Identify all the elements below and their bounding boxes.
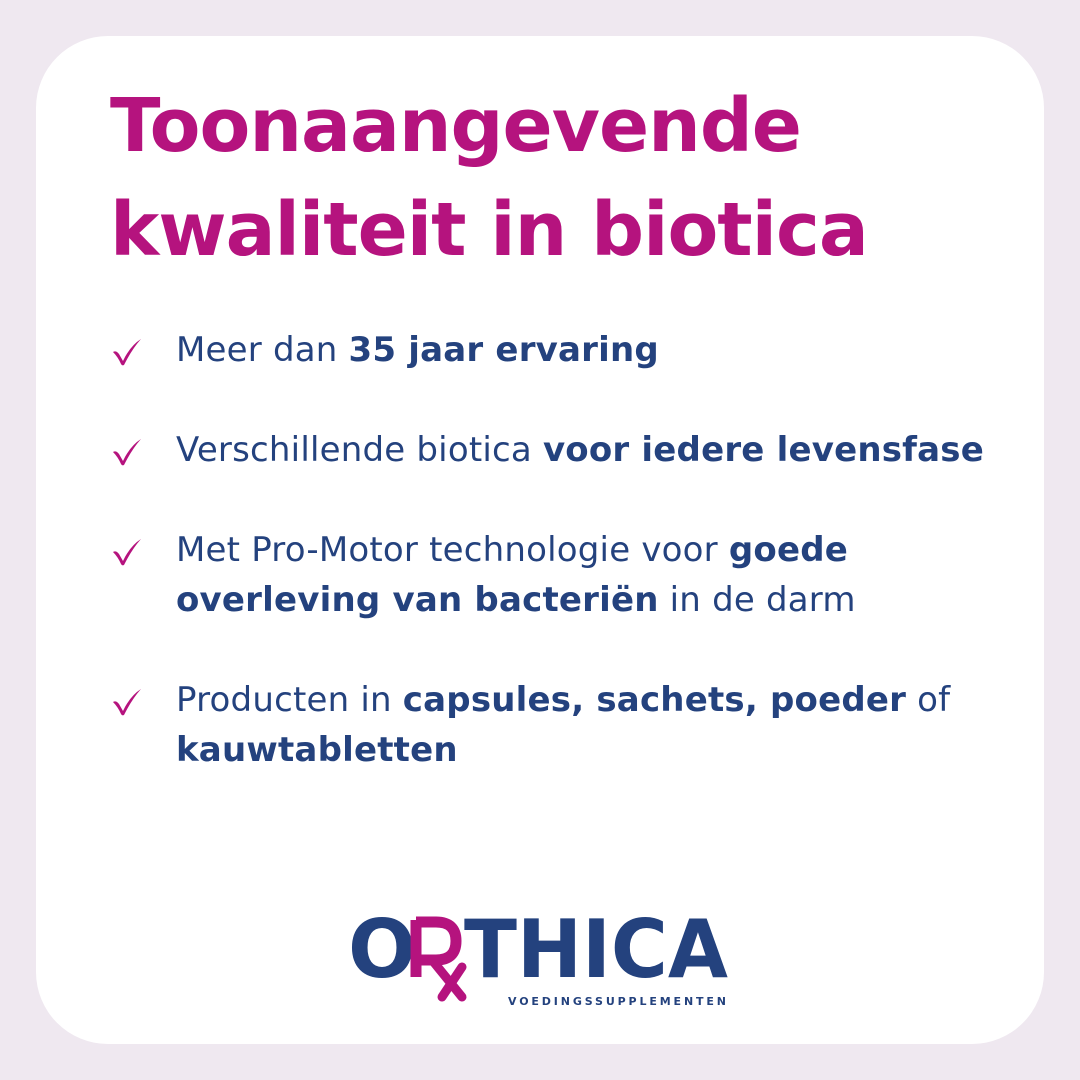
svg-text:THICA: THICA <box>464 905 729 996</box>
benefit-text: of <box>906 680 962 720</box>
benefit-text-bold: goede overleving van bacteriën <box>176 530 848 620</box>
benefit-item <box>110 525 990 625</box>
svg-text:O: O <box>348 905 417 996</box>
benefit-text-bold: capsules, sachets, poeder <box>402 680 907 720</box>
benefit-text: Meer dan <box>176 330 349 370</box>
headline-line-2: kwaliteit in biotica <box>110 187 868 273</box>
check-icon <box>110 536 144 566</box>
headline-line-1: Toonaangevende <box>110 83 801 169</box>
check-icon <box>110 436 144 466</box>
benefit-text-bold: 35 jaar ervaring <box>348 330 659 370</box>
benefit-item <box>110 325 990 375</box>
benefit-item <box>110 425 990 475</box>
benefit-text: Met Pro-Motor technologie voor <box>176 530 729 570</box>
benefit-text-bold: kauwtabletten <box>176 730 458 770</box>
check-icon <box>110 686 144 716</box>
check-icon <box>110 336 144 366</box>
benefit-text: Producten in <box>176 680 403 720</box>
logo-tagline: VOEDINGSSUPPLEMENTEN <box>508 995 726 1008</box>
orthica-logo <box>348 905 738 1015</box>
benefit-text: in de darm <box>658 580 856 620</box>
headline <box>110 74 1010 282</box>
benefit-text: Verschillende biotica <box>176 430 543 470</box>
benefit-list <box>110 325 990 775</box>
benefit-item <box>110 675 990 775</box>
benefit-text-bold: voor iedere levensfase <box>542 430 985 470</box>
rx-mark <box>416 920 462 997</box>
